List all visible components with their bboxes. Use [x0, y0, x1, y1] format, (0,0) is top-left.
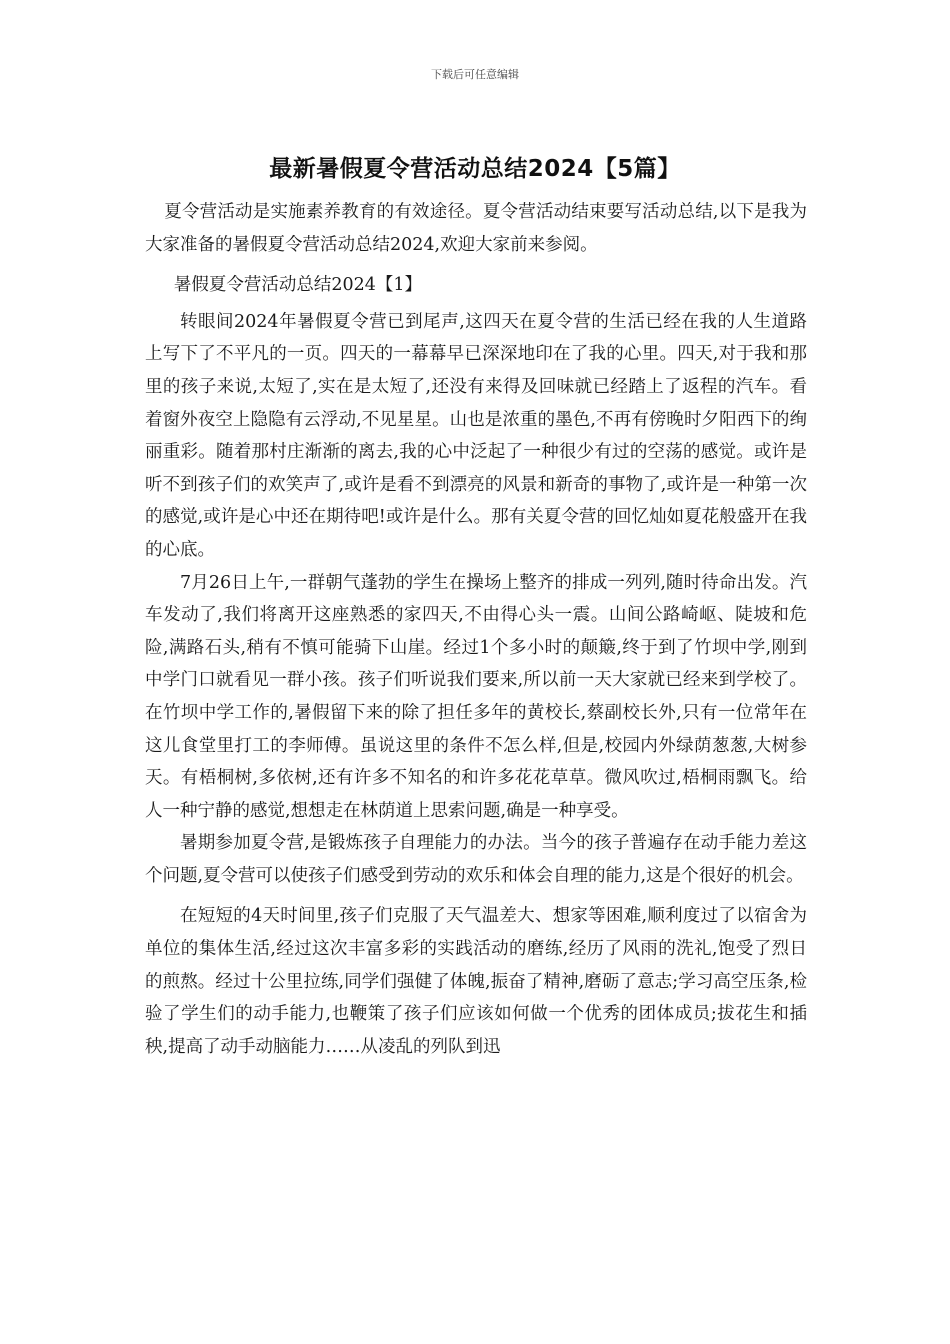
- intro-paragraph: 夏令营活动是实施素养教育的有效途径。夏令营活动结束要写活动总结,以下是我为大家准备的暑假夏令营活动总结2024,欢迎大家前来参阅。: [145, 202, 807, 255]
- document-title: 最新暑假夏令营活动总结2024【5篇】: [269, 156, 681, 182]
- header-note: 下载后可任意编辑: [431, 68, 519, 81]
- body-paragraph: 7月26日上午,一群朝气蓬勃的学生在操场上整齐的排成一列列,随时待命出发。汽车发动了,我们将离开这座熟悉的家四天,不由得心头一震。山间公路崎岖、陡坡和危险,满路石头,稍有不慎可能骑下山崖。经过1个多小时的颠簸,终于到了竹坝中学,刚到中学门口就看见一群小孩。孩子们听说我们要来,所以前一天大家就已经来到学校了。在竹坝中学工作的,暑假留下来的除了担任多年的黄校长,蔡副校长外,只有一位常年在这儿食堂里打工的李师傅。虽说这里的条件不怎么样,但是,校园内外绿荫葱葱,大树参天。有梧桐树,多依树,还有许多不知名的和许多花花草草。微风吹过,梧桐雨飘飞。给人一种宁静的感觉,想想走在林荫道上思索问题,确是一种享受。: [145, 572, 807, 821]
- document-body: [145, 196, 807, 1063]
- body-paragraph: 在短短的4天时间里,孩子们克服了天气温差大、想家等困难,顺利度过了以宿舍为单位的集体生活,经过这次丰富多彩的实践活动的磨练,经历了风雨的洗礼,饱受了烈日的煎熬。经过十公里拉练,同学们强健了体魄,振奋了精神,磨砺了意志;学习高空压条,检验了学生们的动手能力,也鞭策了孩子们应该如何做一个优秀的团体成员;拔花生和插秧,提高了动手动脑能力……从凌乱的列队到迅: [145, 906, 807, 1057]
- section-heading: 暑假夏令营活动总结2024【1】: [173, 275, 423, 296]
- body-paragraph: 转眼间2024年暑假夏令营已到尾声,这四天在夏令营的生活已经在我的人生道路上写下了不平凡的一页。四天的一幕幕早已深深地印在了我的心里。四天,对于我和那里的孩子来说,太短了,实在是太短了,还没有来得及回味就已经踏上了返程的汽车。看着窗外夜空上隐隐有云浮动,不见星星。山也是浓重的墨色,不再有傍晚时夕阳西下的绚丽重彩。随着那村庄渐渐的离去,我的心中泛起了一种很少有过的空荡的感觉。或许是听不到孩子们的欢笑声了,或许是看不到漂亮的风景和新奇的事物了,或许是一种第一次的感觉,或许是心中还在期待吧!或许是什么。那有关夏令营的回忆灿如夏花般盛开在我的心底。: [145, 311, 807, 560]
- body-paragraph: 暑期参加夏令营,是锻炼孩子自理能力的办法。当今的孩子普遍存在动手能力差这个问题,夏令营可以使孩子们感受到劳动的欢乐和体会自理的能力,这是个很好的机会。: [145, 833, 807, 886]
